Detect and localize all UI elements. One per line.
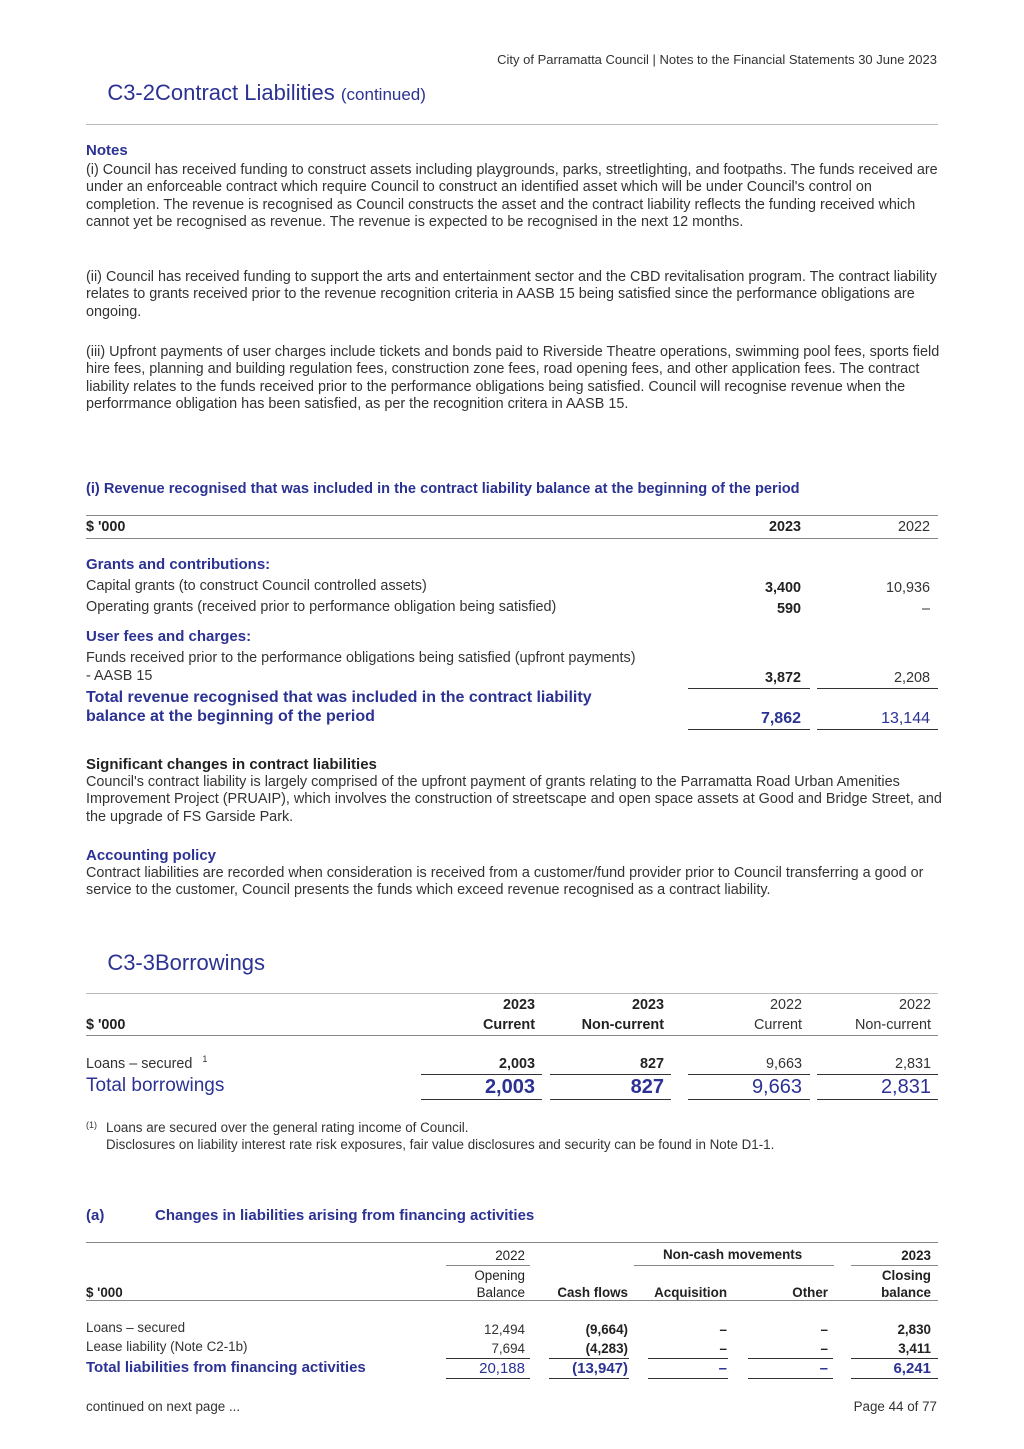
grants-heading: Grants and contributions: [86,556,271,573]
value: 2,003 [498,1056,535,1072]
total-rule [748,1378,833,1379]
table-header-rule [86,1300,938,1301]
total-label: Total borrowings [86,1075,225,1096]
acquisition-value: – [719,1341,727,1356]
total-label-1: Total revenue recognised that was included in the contract liability [86,689,592,706]
total-rule [648,1378,728,1379]
col-other: Other [792,1285,828,1300]
accounting-policy-heading: Accounting policy [86,847,217,864]
total-rule [688,1099,810,1100]
total-row [86,1075,938,1101]
running-header: City of Parramatta Council | Notes to the Financial Statements 30 June 2023 [497,52,937,67]
total-value: 2,003 [484,1076,535,1098]
header-underline [851,1265,938,1266]
section-name: Contract Liabilities [155,80,335,105]
closing-1: Closing [881,1268,931,1283]
accounting-policy-text: Contract liabilities are recorded when consideration is received from a customer/fund provider prior to Council transferring a good or service to the customer, Council presents the funds which exceed revenue recognised as a contract liability. [86,865,924,899]
cash-total: (13,947) [572,1360,628,1377]
title-rule [86,993,938,994]
table-top-rule [86,515,938,516]
table-row [86,1320,938,1340]
col-2022: 2022 [897,519,930,535]
row-label: Lease liability (Note C2-1b) [86,1339,248,1354]
table-top-rule [86,1242,938,1243]
userfees-heading: User fees and charges: [86,628,252,645]
row-label: Loans – secured [86,1320,186,1335]
acquisition-value: – [719,1322,727,1337]
col-year: 2022 [769,997,802,1013]
total-rule [817,1099,938,1100]
col-type: Current [754,1017,802,1033]
value-2022: – [921,601,930,617]
col-acquisition: Acquisition [654,1285,727,1300]
note-i: (i) Council has received funding to construct assets including playgrounds, parks, streetlighting, and footpaths. The funds received are under an enforceable contract which require Council to construct an identified asset which will be under Council's control on completion. The revenue is recognised as Council constructs the asset and the contract liability reflects the funding received which cannot yet be recognised as revenue. The revenue is expected to be recognised in the next 12 months. [86,162,938,230]
changes-heading: Changes in liabilities arising from financing activities [155,1207,535,1224]
total-2023: 7,862 [760,710,801,727]
total-rule [550,1099,671,1100]
opening-value: 7,694 [491,1341,525,1356]
total-rule [688,729,810,730]
col-year: 2023 [502,997,535,1013]
footnote-marker: (1) [86,1120,97,1130]
table-row [86,599,938,619]
total-value: 827 [630,1076,664,1098]
cash-value: (9,664) [585,1322,628,1337]
total-row [86,1359,938,1379]
opening-value: 12,494 [484,1322,525,1337]
opening-total: 20,188 [479,1360,525,1377]
note-ii: (ii) Council has received funding to support the arts and entertainment sector and the CBD revitalisation program. The contract liability relates to grants received prior to the revenue recognition criteria in AASB 15 being satisfied since the performance obligations are ongoing. [86,269,937,320]
total-rule [851,1378,938,1379]
total-rule [549,1378,629,1379]
table-row [86,650,938,670]
continued-footer: continued on next page ... [86,1399,241,1414]
table-row [86,668,938,688]
value: 827 [639,1056,664,1072]
other-value: – [820,1341,828,1356]
noncash-heading: Non-cash movements [663,1247,803,1262]
footnote-line-1: Loans are secured over the general rating income of Council. [106,1120,469,1135]
other-total: – [819,1360,828,1377]
col-2023: 2023 [901,1248,931,1263]
total-value: 9,663 [751,1076,802,1098]
col-type: Current [483,1017,535,1033]
revenue-heading: (i) Revenue recognised that was included in the contract liability balance at the beginning of the period [86,481,800,497]
col-year: 2022 [898,997,931,1013]
page-number: Page 44 of 77 [853,1399,937,1414]
total-value: 2,831 [880,1076,931,1098]
footnote-line-2: Disclosures on liability interest rate risk exposures, fair value disclosures and security can be found in Note D1-1. [106,1137,775,1152]
section-number: C3-2 [107,80,155,105]
section-title-c3-3 [86,950,265,976]
col-2023: 2023 [768,519,801,535]
value-2023: 3,400 [764,580,801,596]
closing-value: 3,411 [898,1341,931,1356]
col-2022: 2022 [495,1248,525,1263]
acquisition-total: – [718,1360,727,1377]
note-iii: (iii) Upfront payments of user charges include tickets and bonds paid to Riverside Theatre operations, swimming pool fees, sports field hire fees, planning and building regulation fees, construction zone fees, road opening fees, and other application fees. The contract liability relates to the funds received prior to the performance obligations being satisfied. Council will recognise revenue when the perforrmance obligation has been satisfied, as per the recognition critera in AASB 15. [86,344,940,412]
section-title-c3-2 [86,80,426,106]
table-header-rule [86,538,938,539]
userfees-heading-row [86,628,938,648]
col-type: Non-current [581,1017,664,1033]
value-2023: 590 [776,601,801,617]
cash-value: (4,283) [585,1341,628,1356]
closing-value: 2,830 [897,1322,931,1337]
table-row [86,578,938,598]
row-label: Operating grants (received prior to performance obligation being satisfied) [86,599,557,615]
total-2022: 13,144 [881,710,930,727]
significant-changes-heading: Significant changes in contract liabilities [86,756,377,773]
title-rule [86,124,938,125]
row-label: Loans – secured $^1$ [86,1054,208,1072]
col-type: Non-current [855,1017,931,1033]
grants-heading-row [86,556,938,576]
value: 2,831 [894,1056,931,1072]
row-label: Capital grants (to construct Council controlled assets) [86,578,427,594]
header-underline [446,1265,530,1266]
other-value: – [820,1322,828,1337]
total-label-2: balance at the beginning of the period [86,708,375,725]
continued-label: (continued) [340,85,426,104]
row-label: Funds received prior to the performance obligations being satisfied (upfront payments) [86,650,636,666]
header-underline [634,1265,834,1266]
changes-letter: (a) [86,1207,105,1224]
value-2022: 10,936 [885,580,930,596]
table-header-rule [86,1035,938,1036]
unit-label: $ '000 [86,1285,123,1300]
total-label: Total liabilities from financing activities [86,1359,366,1376]
unit-label: $ '000 [86,1017,126,1033]
opening-2: Balance [476,1285,525,1300]
total-rule [421,1099,542,1100]
closing-2: balance [881,1285,931,1300]
borrowings-header-row [86,997,938,1037]
total-rule [817,729,938,730]
changes-header [86,1247,938,1303]
value: 9,663 [765,1056,802,1072]
opening-1: Opening [474,1268,525,1283]
closing-total: 6,241 [893,1360,931,1377]
table-row [86,1054,938,1074]
section-name: Borrowings [155,950,266,975]
section-number: C3-3 [107,950,155,975]
value-2023: 3,872 [764,670,801,686]
total-row [86,689,938,729]
row-label-cont: - AASB 15 [86,668,153,684]
table-header-row [86,519,938,539]
unit-label: $ '000 [86,519,126,535]
col-year: 2023 [631,997,664,1013]
value-2022: 2,208 [893,670,930,686]
significant-changes-text: Council's contract liability is largely comprised of the upfront payment of grants relating to the Parramatta Road Urban Amenities Improvement Project (PRUAIP), which involves the construction of streetscape and open space assets at Good and Bridge Street, and the upgrade of FS Garside Park. [86,774,942,825]
col-cash: Cash flows [557,1285,628,1300]
table-row [86,1339,938,1359]
notes-heading: Notes [86,142,128,159]
total-rule [446,1378,530,1379]
